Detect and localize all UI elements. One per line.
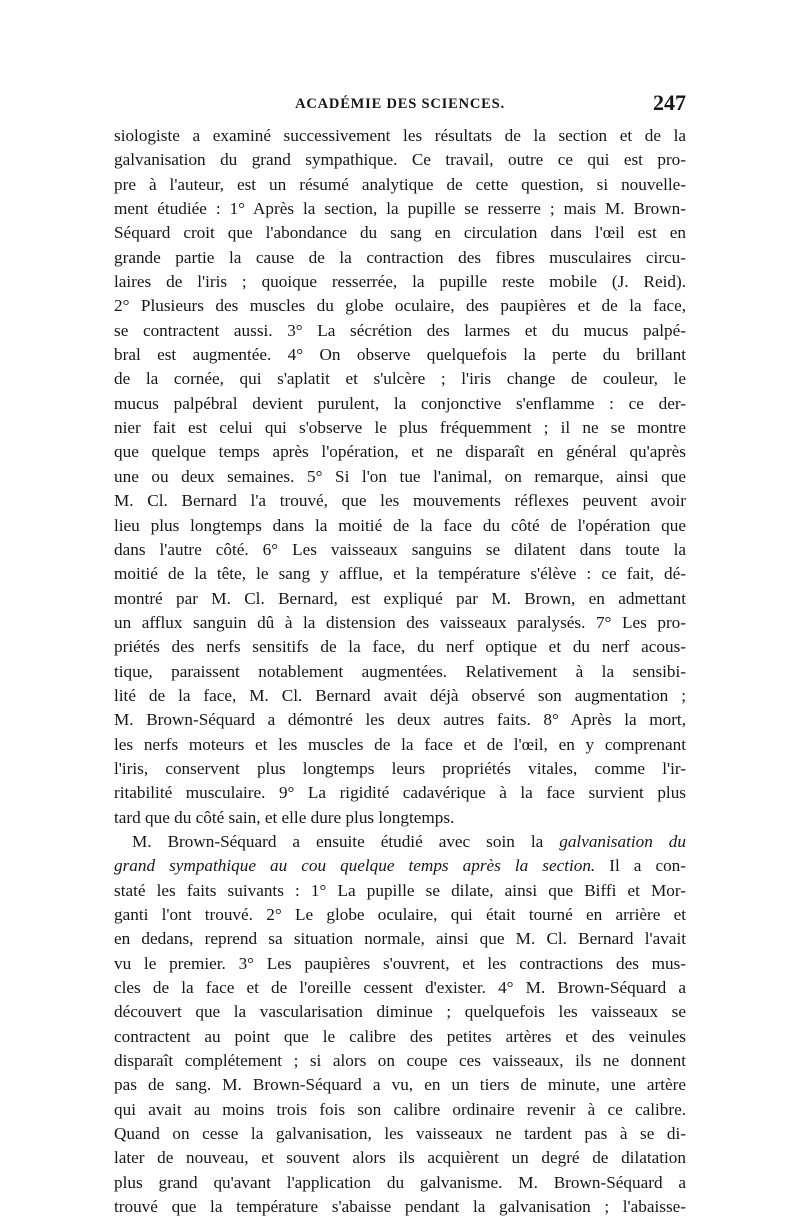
text-line: contractent au point que le calibre des petites artères et des veinules: [114, 1026, 686, 1046]
text-line: qui avait au moins trois fois son calibre ordinaire revenir à ce calibre.: [114, 1099, 686, 1119]
text-line: 2° Plusieurs des muscles du globe oculaire, des paupières et de la face,: [114, 296, 686, 316]
text-line: mucus palpébral devient purulent, la conjonctive s'enflamme : ce der-: [114, 393, 686, 413]
text-line-with-italic: [114, 854, 686, 878]
text-line: un afflux sanguin dû à la distension des vaisseaux paralysés. 7° Les pro-: [114, 612, 686, 632]
text-line: ganti l'ont trouvé. 2° Le globe oculaire, qui était tourné en arrière et: [114, 905, 686, 924]
text-line: les nerfs moteurs et les muscles de la face et de l'œil, en y comprenant: [114, 734, 686, 754]
text-line: de la cornée, qui s'aplatit et s'ulcère ; l'iris change de couleur, le: [114, 369, 686, 389]
roman-text: M. Brown-Séquard a ensuite étudié avec soin la: [132, 831, 560, 851]
text-line: dans l'autre côté. 6° Les vaisseaux sanguins se dilatent dans toute la: [114, 539, 686, 559]
text-line: lité de la face, M. Cl. Bernard avait déjà observé son augmentation ;: [114, 685, 686, 705]
text-line: pre à l'auteur, est un résumé analytique de cette question, si nouvelle-: [114, 174, 686, 194]
text-line: ment étudiée : 1° Après la section, la pupille se resserre ; mais M. Brown-: [114, 199, 686, 219]
text-line: siologiste a examiné successivement les résultats de la section et de la: [114, 126, 686, 145]
running-title: ACADÉMIE DES SCIENCES.: [295, 96, 505, 112]
text-line: lieu plus longtemps dans la moitié de la face du côté de l'opération que: [114, 515, 686, 535]
italic-text: grand sympathique au cou quelque temps après la section.: [114, 856, 596, 876]
text-line: disparaît complétement ; si alors on coupe ces vaisseaux, ils ne donnent: [114, 1051, 686, 1071]
text-line: une ou deux semaines. 5° Si l'on tue l'animal, on remarque, ainsi que: [114, 466, 686, 486]
text-line: staté les faits suivants : 1° La pupille se dilate, ainsi que Biffi et Mor-: [114, 880, 686, 900]
text-line: cles de la face et de l'oreille cessent d'exister. 4° M. Brown-Séquard a: [114, 978, 686, 998]
italic-text: galvanisation du: [559, 831, 686, 851]
text-line: l'iris, conservent plus longtemps leurs propriétés vitales, comme l'ir-: [114, 758, 686, 778]
text-line: laires de l'iris ; quoique resserrée, la pupille reste mobile (J. Reid).: [114, 272, 686, 292]
text-line: M. Cl. Bernard l'a trouvé, que les mouvements réflexes peuvent avoir: [114, 491, 686, 511]
text-line: grande partie la cause de la contraction des fibres musculaires circu-: [114, 247, 686, 267]
text-line: plus grand qu'avant l'application du galvanisme. M. Brown-Séquard a: [114, 1172, 686, 1192]
text-line: tique, paraissent notablement augmentées. Relativement à la sensibi-: [114, 661, 686, 681]
text-line: pas de sang. M. Brown-Séquard a vu, en un tiers de minute, une artère: [114, 1075, 686, 1095]
page-header: [114, 90, 686, 120]
text-line: que quelque temps après l'opération, et ne disparaît en général qu'après: [114, 442, 686, 462]
body-text: [114, 124, 686, 1219]
text-line-with-italic: [114, 830, 686, 854]
text-line: Quand on cesse la galvanisation, les vaisseaux ne tardent pas à se di-: [114, 1124, 686, 1144]
text-line: M. Brown-Séquard a démontré les deux autres faits. 8° Après la mort,: [114, 710, 686, 730]
text-line: ritabilité musculaire. 9° La rigidité cadavérique à la face survient plus: [114, 783, 686, 803]
text-line: vu le premier. 3° Les paupières s'ouvrent, et les contractions des mus-: [114, 953, 686, 973]
text-line: montré par M. Cl. Bernard, est expliqué par M. Brown, en admettant: [114, 588, 686, 608]
text-line: trouvé que la température s'abaisse pendant la galvanisation ; l'abaisse-: [114, 1197, 686, 1217]
text-line: priétés des nerfs sensitifs de la face, du nerf optique et du nerf acous-: [114, 637, 686, 657]
roman-text: Il a con-: [595, 856, 686, 876]
text-line: galvanisation du grand sympathique. Ce travail, outre ce qui est pro-: [114, 150, 686, 170]
text-line: later de nouveau, et souvent alors ils acquièrent un degré de dilatation: [114, 1148, 686, 1168]
text-line: nier fait est celui qui s'observe le plus fréquemment ; il ne se montre: [114, 418, 686, 438]
text-line: se contractent aussi. 3° La sécrétion des larmes et du mucus palpé-: [114, 320, 686, 340]
text-line: moitié de la tête, le sang y afflue, et la température s'élève : ce fait, dé-: [114, 564, 686, 584]
text-line: découvert que la vascularisation diminue ; quelquefois les vaisseaux se: [114, 1002, 686, 1022]
text-line: en dedans, reprend sa situation normale, ainsi que M. Cl. Bernard l'avait: [114, 929, 686, 949]
page-number: 247: [653, 90, 686, 115]
paragraph-end-line: tard que du côté sain, et elle dure plus longtemps.: [114, 807, 455, 827]
text-line: bral est augmentée. 4° On observe quelquefois la perte du brillant: [114, 345, 686, 365]
text-line: Séquard croit que l'abondance du sang en circulation dans l'œil est en: [114, 223, 686, 243]
